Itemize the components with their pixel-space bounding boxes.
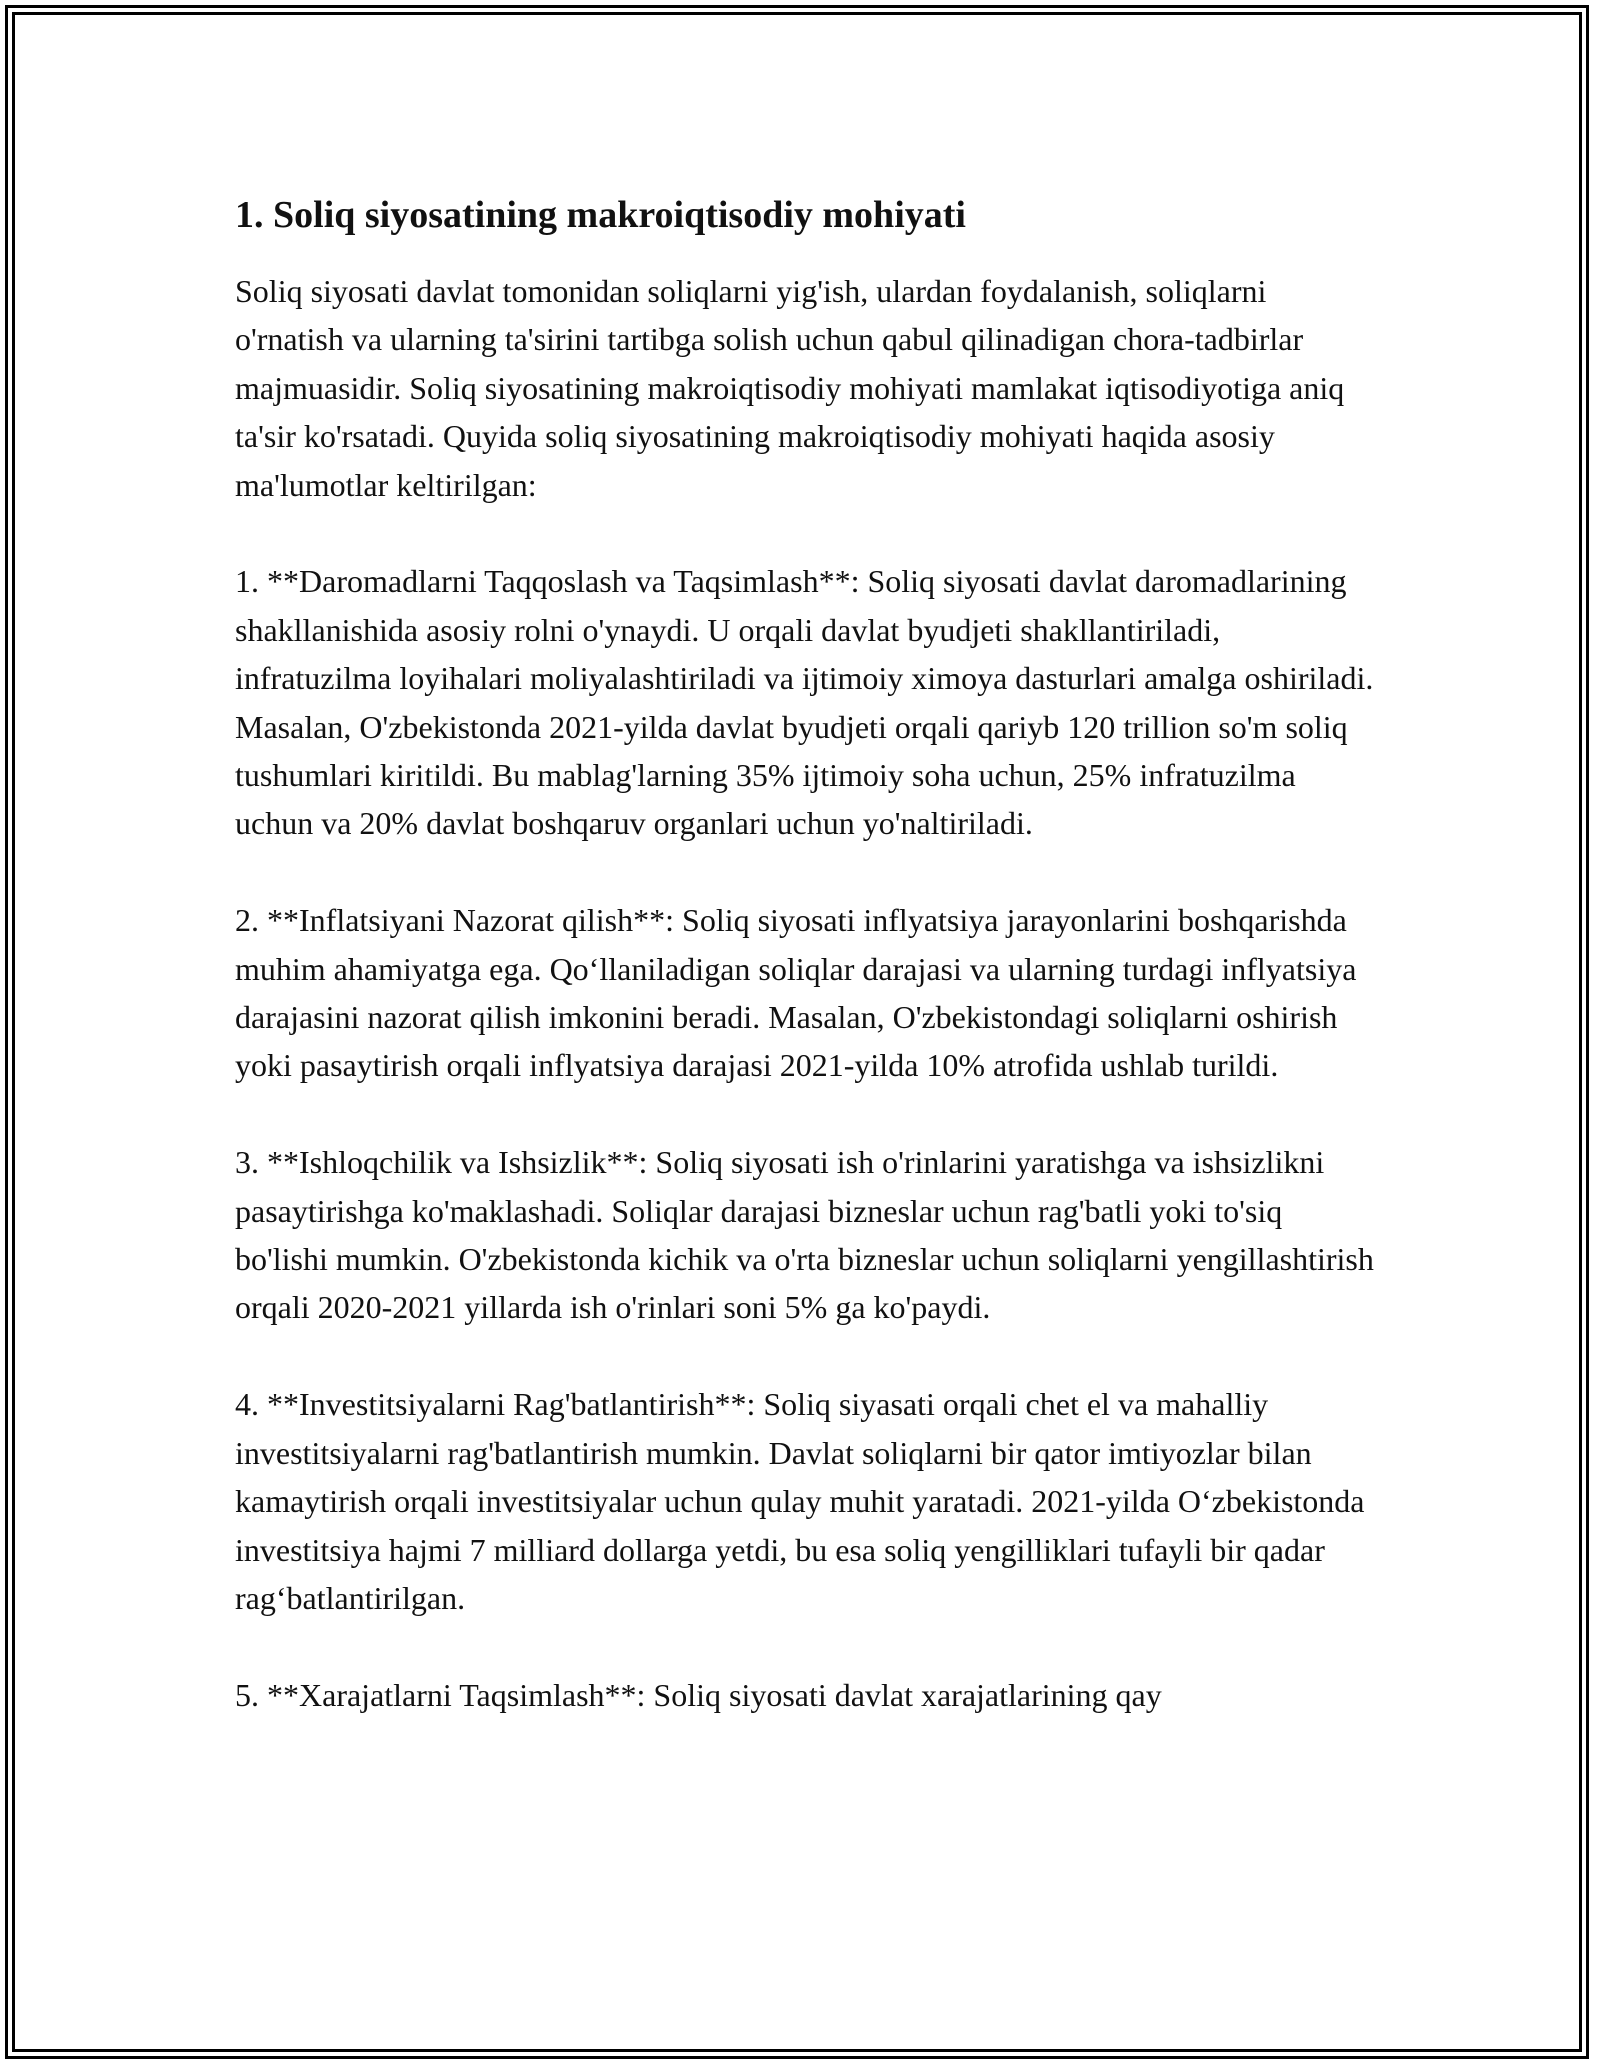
list-item-investment: 4. **Investitsiyalarni Rag'batlantirish**: Soliq siyasati orqali chet el va mahalliy investitsiyalarni rag'batlantirish mumkin. Davlat soliqlarni bir qator imtiyozlar bilan kamaytirish orqali investitsiyalar uchun qulay muhit yaratadi. 2021-yilda O‘zbekistonda investitsiya hajmi 7 milliard dollarga yetdi, bu esa soliq yengilliklari tufayli bir qadar rag‘batlantirilgan.: [235, 1386, 1365, 1616]
intro-paragraph: Soliq siyosati davlat tomonidan soliqlarni yig'ish, ulardan foydalanish, soliqlarni o'rnatish va ularning ta'sirini tartibga solish uchun qabul qilinadigan chora-tadbirlar majmuasidir. Soliq siyosatining makroiqtisodiy mohiyati mamlakat iqtisodiyotiga aniq ta'sir ko'rsatadi. Quyida soliq siyosatining makroiqtisodiy mohiyati haqida asosiy ma'lumotlar keltirilgan:: [235, 273, 1345, 503]
list-item-inflation-control: 2. **Inflatsiyani Nazorat qilish**: Soliq siyosati inflyatsiya jarayonlarini boshqarishda muhim ahamiyatga ega. Qo‘llaniladigan soliqlar darajasi va ularning turdagi inflyatsiya darajasini nazorat qilish imkonini beradi. Masalan, O'zbekistondagi soliqlarni oshirish yoki pasaytirish orqali inflyatsiya darajasi 2021-yilda 10% atrofida ushlab turildi.: [235, 902, 1357, 1084]
list-item-employment: 3. **Ishloqchilik va Ishsizlik**: Soliq siyosati ish o'rinlarini yaratishga va ishsizlikni pasaytirishga ko'maklashadi. Soliqlar darajasi bizneslar uchun rag'batli yoki to'siq bo'lishi mumkin. O'zbekistonda kichik va o'rta bizneslar uchun soliqlarni yengillashtirish orqali 2020-2021 yillarda ish o'rinlari soni 5% ga ko'paydi.: [235, 1144, 1374, 1326]
list-item-income-distribution: 1. **Daromadlarni Taqqoslash va Taqsimlash**: Soliq siyosati davlat daromadlarining shakllanishida asosiy rolni o'ynaydi. U orqali davlat byudjeti shakllantiriladi, infratuzilma loyihalari moliyalashtiriladi va ijtimoiy ximoya dasturlari amalga oshiriladi. Masalan, O'zbekistonda 2021-yilda davlat byudjeti orqali qariyb 120 trillion so'm soliq tushumlari kiritildi. Bu mablag'larning 35% ijtimoiy soha uchun, 25% infratuzilma uchun va 20% davlat boshqaruv organlari uchun yo'naltiriladi.: [235, 563, 1374, 842]
list-item-expenditure: 5. **Xarajatlarni Taqsimlash**: Soliq siyosati davlat xarajatlarining qay: [235, 1676, 1162, 1713]
section-heading: 1. Soliq siyosatining makroiqtisodiy mohiyati: [235, 194, 966, 236]
document-body: [235, 185, 1375, 1719]
